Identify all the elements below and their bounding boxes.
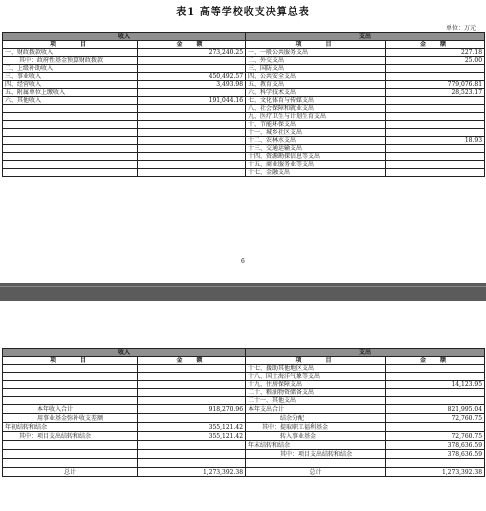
expense-amount-cell xyxy=(386,121,485,129)
table-row xyxy=(3,365,485,373)
expense-amount-cell: 14,123.95 xyxy=(386,381,485,389)
table-row xyxy=(3,161,485,169)
table-row xyxy=(3,65,485,73)
income-amount-header: 金 额 xyxy=(138,357,246,365)
table-row xyxy=(3,129,485,137)
income-amount-cell: 191,044.16 xyxy=(138,97,246,105)
expense-item-header: 项 目 xyxy=(246,41,386,49)
expense-amount-cell: 72,760.75 xyxy=(386,414,485,423)
income-amount-cell xyxy=(138,414,246,423)
income-item-cell xyxy=(3,145,138,153)
table-row xyxy=(3,145,485,153)
expense-header: 支出 xyxy=(246,349,485,357)
expense-amount-cell xyxy=(386,145,485,153)
table-row xyxy=(3,414,485,423)
table-row xyxy=(3,450,485,459)
income-item-cell xyxy=(3,121,138,129)
expense-item-cell: 二十、粮油物资储备支出 xyxy=(246,389,386,397)
page-number: 6 xyxy=(241,258,245,265)
expense-amount-cell xyxy=(386,397,485,405)
expense-amount-cell: 1,273,392.38 xyxy=(386,468,485,477)
table-row xyxy=(3,137,485,145)
expense-item-cell: 十三、交通运输支出 xyxy=(246,145,386,153)
income-item-header: 项 目 xyxy=(3,357,138,365)
table-row xyxy=(3,373,485,381)
income-amount-cell: 1,273,392.38 xyxy=(138,468,246,477)
table-row xyxy=(3,81,485,89)
expense-amount-header: 金 额 xyxy=(386,41,485,49)
income-item-cell xyxy=(3,129,138,137)
expense-amount-cell: 28,523.17 xyxy=(386,89,485,97)
income-amount-cell: 355,121.42 xyxy=(138,432,246,441)
expense-item-cell: 十七、金融支出 xyxy=(246,169,386,177)
unit-label: 单位：万元 xyxy=(445,25,476,32)
expense-amount-cell: 378,636.59 xyxy=(386,450,485,459)
table-row xyxy=(3,97,485,105)
expense-item-header: 项 目 xyxy=(246,357,386,365)
expense-item-cell: 其中：提取职工福利基金 xyxy=(246,423,386,432)
income-item-cell: 其中：政府性基金预算财政拨款 xyxy=(3,57,138,65)
table-row xyxy=(3,423,485,432)
income-item-cell: 五、附属单位上缴收入 xyxy=(3,89,138,97)
expense-amount-cell xyxy=(386,129,485,137)
page-2 xyxy=(0,301,486,511)
document-title: 表1 高等学校收支决算总表 xyxy=(176,7,310,18)
income-amount-cell xyxy=(138,441,246,450)
income-amount-cell xyxy=(138,89,246,97)
income-amount-cell xyxy=(138,153,246,161)
expense-item-cell: 七、文化体育与传媒支出 xyxy=(246,97,386,105)
income-item-cell: 其中：项目支出结转和结余 xyxy=(3,432,138,441)
income-amount-cell xyxy=(138,105,246,113)
income-amount-cell xyxy=(138,389,246,397)
expense-item-cell: 十二、农林水支出 xyxy=(246,137,386,145)
expense-item-cell: 总计 xyxy=(246,468,386,477)
income-amount-cell xyxy=(138,65,246,73)
table-row xyxy=(3,121,485,129)
expense-item-cell: 其中：项目支出结转和结余 xyxy=(246,450,386,459)
income-item-cell xyxy=(3,459,138,468)
expense-amount-cell: 779,076.81 xyxy=(386,81,485,89)
expense-item-cell: 年末结转和结余 xyxy=(246,441,386,450)
expense-amount-header: 金 额 xyxy=(386,357,485,365)
income-item-cell xyxy=(3,397,138,405)
table-row xyxy=(3,459,485,468)
income-amount-cell xyxy=(138,450,246,459)
income-item-cell: 六、其他收入 xyxy=(3,97,138,105)
income-item-cell xyxy=(3,153,138,161)
expense-amount-cell: 72,760.75 xyxy=(386,432,485,441)
expense-item-cell: 十、节能环保支出 xyxy=(246,121,386,129)
table-row xyxy=(3,57,485,65)
table-row xyxy=(3,468,485,477)
expense-item-cell xyxy=(246,459,386,468)
expense-item-cell: 六、科学技术支出 xyxy=(246,89,386,97)
expense-item-cell: 十五、商业服务业等支出 xyxy=(246,161,386,169)
expense-amount-cell xyxy=(386,105,485,113)
income-amount-cell xyxy=(138,113,246,121)
income-amount-cell xyxy=(138,169,246,177)
income-item-cell xyxy=(3,113,138,121)
expense-amount-cell xyxy=(386,73,485,81)
income-amount-cell xyxy=(138,129,246,137)
expense-item-cell: 二、外交支出 xyxy=(246,57,386,65)
expense-item-cell: 五、教育支出 xyxy=(246,81,386,89)
table-row xyxy=(3,397,485,405)
income-item-cell: 用事业基金弥补收支差额 xyxy=(3,414,138,423)
income-amount-cell xyxy=(138,397,246,405)
expense-item-cell: 三、国防支出 xyxy=(246,65,386,73)
expense-item-cell: 十九、住房保障支出 xyxy=(246,381,386,389)
income-amount-cell xyxy=(138,137,246,145)
expense-amount-cell: 25.00 xyxy=(386,57,485,65)
expense-amount-cell xyxy=(386,113,485,121)
expense-amount-cell: 18.93 xyxy=(386,137,485,145)
income-amount-cell xyxy=(138,459,246,468)
income-item-cell xyxy=(3,389,138,397)
income-header: 收入 xyxy=(3,33,246,41)
income-item-cell: 三、事业收入 xyxy=(3,73,138,81)
expense-header: 支出 xyxy=(246,33,485,41)
table-row xyxy=(3,113,485,121)
income-item-cell xyxy=(3,450,138,459)
income-amount-header: 金 额 xyxy=(138,41,246,49)
income-item-cell xyxy=(3,381,138,389)
expense-amount-cell: 378,636.59 xyxy=(386,441,485,450)
expense-item-cell: 十七、援助其他地区支出 xyxy=(246,365,386,373)
income-item-cell xyxy=(3,365,138,373)
table-row xyxy=(3,153,485,161)
table-row xyxy=(3,169,485,177)
expense-amount-cell xyxy=(386,161,485,169)
income-item-cell: 四、经营收入 xyxy=(3,81,138,89)
income-item-cell xyxy=(3,373,138,381)
expense-amount-cell xyxy=(386,97,485,105)
expense-amount-cell xyxy=(386,365,485,373)
income-item-cell: 二、上级补助收入 xyxy=(3,65,138,73)
income-amount-cell: 273,240.25 xyxy=(138,49,246,57)
expense-item-cell: 本年支出合计 xyxy=(246,405,386,414)
table-row xyxy=(3,105,485,113)
expense-item-cell: 四、公共安全支出 xyxy=(246,73,386,81)
expense-amount-cell xyxy=(386,373,485,381)
expense-item-cell: 八、社会保障和就业支出 xyxy=(246,105,386,113)
expense-amount-cell xyxy=(386,459,485,468)
table-row xyxy=(3,73,485,81)
expense-item-cell: 十一、城乡社区支出 xyxy=(246,129,386,137)
income-item-cell xyxy=(3,137,138,145)
expense-amount-cell xyxy=(386,423,485,432)
expense-item-cell: 结余分配 xyxy=(246,414,386,423)
income-item-cell: 一、财政拨款收入 xyxy=(3,49,138,57)
income-item-cell xyxy=(3,161,138,169)
income-amount-cell xyxy=(138,145,246,153)
expense-item-cell: 二十一、其他支出 xyxy=(246,397,386,405)
income-item-header: 项 目 xyxy=(3,41,138,49)
expense-item-cell: 十四、资源勘探信息等支出 xyxy=(246,153,386,161)
expense-item-cell: 转入事业基金 xyxy=(246,432,386,441)
page-break-line xyxy=(0,286,486,287)
expense-amount-cell xyxy=(386,169,485,177)
table-row xyxy=(3,49,485,57)
summary-table-page-1 xyxy=(2,32,485,177)
expense-item-cell: 一、一般公共服务支出 xyxy=(246,49,386,57)
income-item-cell: 年初结转和结余 xyxy=(3,423,138,432)
table-row xyxy=(3,432,485,441)
table-row xyxy=(3,441,485,450)
expense-amount-cell xyxy=(386,65,485,73)
income-amount-cell: 918,270.96 xyxy=(138,405,246,414)
income-amount-cell xyxy=(138,121,246,129)
income-amount-cell xyxy=(138,365,246,373)
income-header: 收入 xyxy=(3,349,246,357)
income-amount-cell: 3,493.98 xyxy=(138,81,246,89)
income-item-cell xyxy=(3,105,138,113)
expense-item-cell: 九、医疗卫生与计划生育支出 xyxy=(246,113,386,121)
table-row xyxy=(3,405,485,414)
expense-amount-cell xyxy=(386,389,485,397)
income-item-cell: 本年收入合计 xyxy=(3,405,138,414)
table-row xyxy=(3,89,485,97)
income-amount-cell: 450,492.57 xyxy=(138,73,246,81)
income-item-cell: 总计 xyxy=(3,468,138,477)
table-row xyxy=(3,381,485,389)
table-row xyxy=(3,389,485,397)
income-amount-cell xyxy=(138,381,246,389)
income-item-cell xyxy=(3,169,138,177)
income-amount-cell xyxy=(138,373,246,381)
income-item-cell xyxy=(3,441,138,450)
income-amount-cell: 355,121.42 xyxy=(138,423,246,432)
expense-amount-cell: 821,995.04 xyxy=(386,405,485,414)
summary-table-page-2 xyxy=(2,348,485,477)
expense-amount-cell: 227.18 xyxy=(386,49,485,57)
income-amount-cell xyxy=(138,161,246,169)
expense-item-cell: 十八、国土海洋气象等支出 xyxy=(246,373,386,381)
expense-amount-cell xyxy=(386,153,485,161)
income-amount-cell xyxy=(138,57,246,65)
